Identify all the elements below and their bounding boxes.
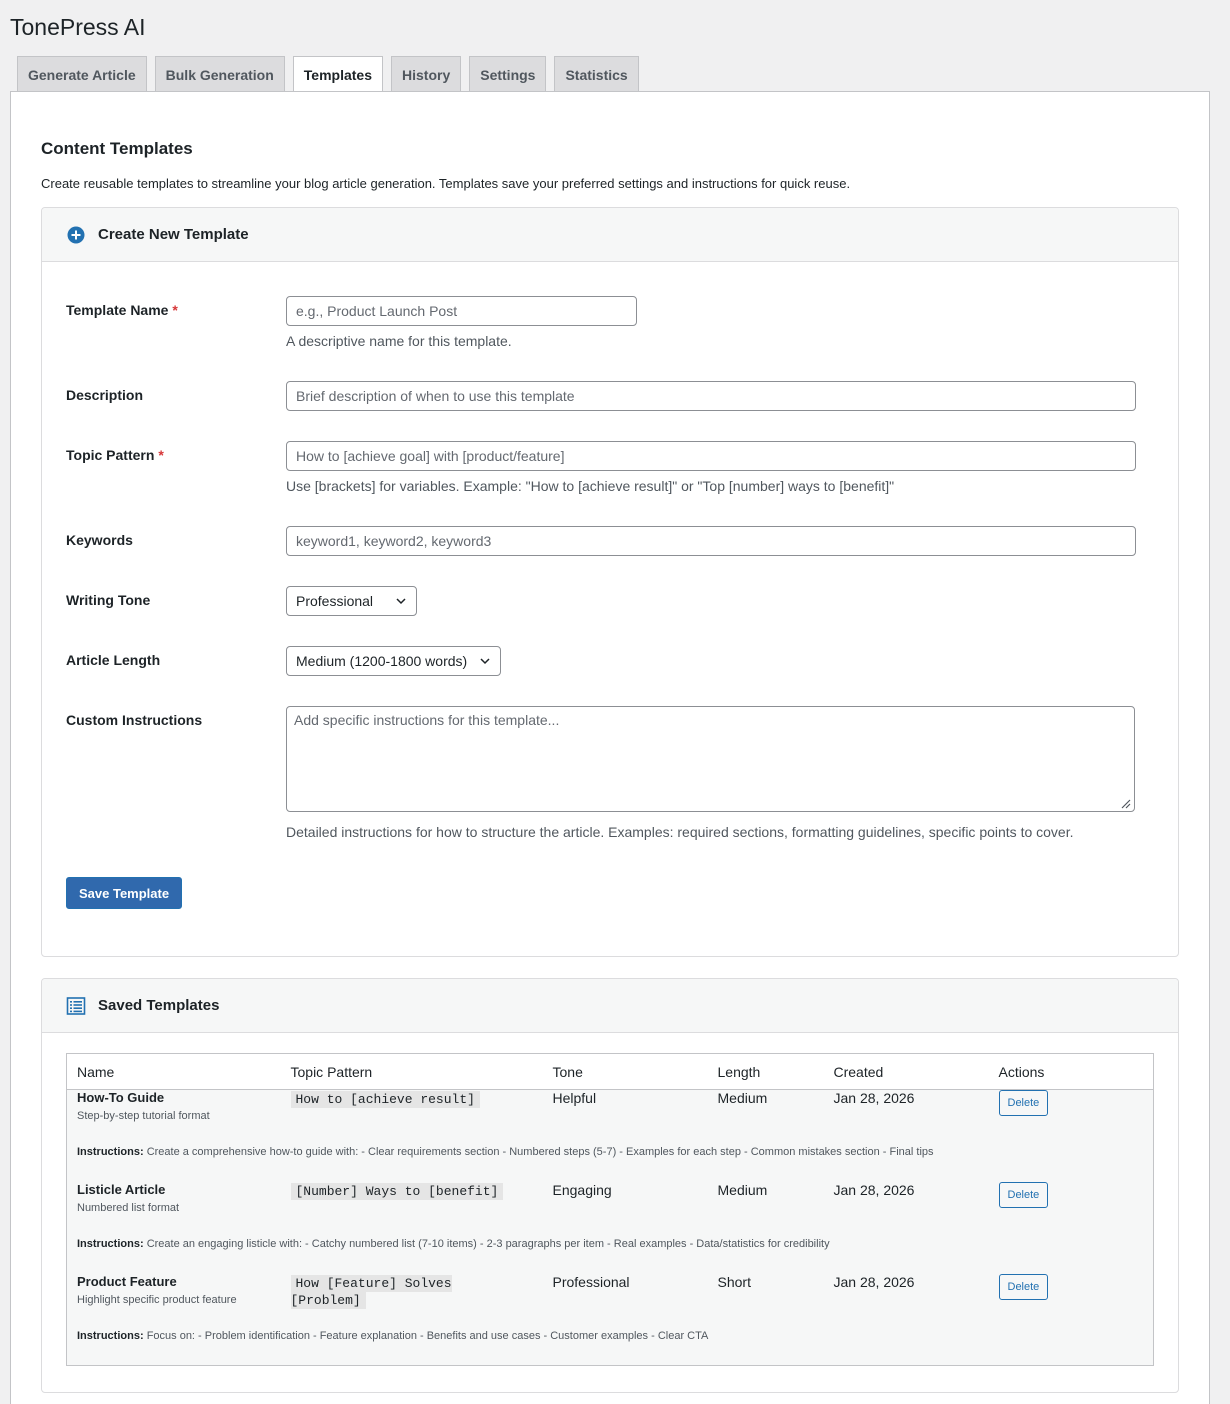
created-cell: Jan 28, 2026: [824, 1182, 989, 1238]
col-created: Created: [824, 1054, 989, 1090]
instructions-cell: [67, 1238, 1154, 1274]
saved-templates-header: [42, 979, 1178, 1033]
custom-instructions-textarea[interactable]: [286, 706, 1135, 812]
length-cell: Medium: [708, 1182, 824, 1238]
tab-history[interactable]: History: [391, 56, 461, 92]
tab-templates[interactable]: Templates: [293, 56, 383, 92]
article-length-label: Article Length: [66, 652, 161, 668]
topic-pattern-label-text: Topic Pattern: [66, 447, 155, 463]
saved-templates-card: [41, 978, 1179, 1393]
writing-tone-select[interactable]: [286, 586, 417, 616]
topic-pattern-code: [Number] Ways to [benefit]: [291, 1183, 504, 1200]
keywords-input[interactable]: keyword1, keyword2, keyword3: [286, 526, 1136, 556]
table-row: [67, 1090, 1154, 1146]
pattern-cell: [281, 1182, 543, 1238]
table-row: [67, 1274, 1154, 1330]
instructions-text: Focus on: - Problem identification - Feature explanation - Benefits and use cases - Customer examples - Clear CTA: [146, 1329, 709, 1342]
tab-bar: [17, 56, 639, 92]
app-title: TonePress AI: [10, 14, 146, 40]
delete-button[interactable]: Delete: [999, 1274, 1049, 1300]
article-length-value: Medium (1200-1800 words): [296, 653, 468, 669]
required-marker: *: [172, 302, 178, 318]
created-cell: Jan 28, 2026: [824, 1274, 989, 1330]
template-name: How-To Guide: [77, 1090, 165, 1105]
template-name: Listicle Article: [77, 1181, 166, 1197]
topic-pattern-code: How to [achieve result]: [291, 1091, 480, 1108]
chevron-down-icon: [395, 595, 407, 607]
custom-instructions-help: Detailed instructions for how to structure the article. Examples: required sections, formatting guidelines, specific points to cover.: [286, 824, 1074, 840]
tab-settings[interactable]: Settings: [469, 56, 546, 92]
page-description: Create reusable templates to streamline your blog article generation. Templates save your preferred settings and instructions for quick reuse.: [41, 176, 851, 191]
plus-circle-icon: [66, 225, 86, 245]
keywords-label: Keywords: [66, 532, 133, 548]
template-name-input[interactable]: e.g., Product Launch Post: [286, 296, 637, 326]
instructions-text: Create a comprehensive how-to guide with: - Clear requirements section - Numbered steps (5-7) - Examples for each step - Common mistakes section - Final tips: [146, 1145, 934, 1158]
save-template-button[interactable]: Save Template: [66, 877, 182, 909]
article-length-select[interactable]: [286, 646, 501, 676]
length-cell: Medium: [708, 1090, 824, 1146]
template-desc: Highlight specific product feature: [77, 1293, 237, 1306]
topic-pattern-code: How [Feature] Solves [Problem]: [290, 1275, 452, 1308]
description-label: Description: [66, 387, 144, 403]
tone-cell: Professional: [543, 1274, 708, 1330]
tone-cell: Engaging: [543, 1182, 708, 1238]
tab-statistics[interactable]: Statistics: [554, 56, 638, 92]
instructions-text: Create an engaging listicle with: - Catchy numbered list (7-10 items) - 2-3 paragraphs per item - Real examples - Data/statistics for credibility: [146, 1237, 830, 1250]
instructions-label: Instructions:: [77, 1329, 144, 1342]
list-icon: [66, 996, 86, 1016]
page-title: Content Templates: [41, 139, 193, 158]
main-panel: [10, 91, 1210, 1404]
create-template-header: [42, 208, 1178, 262]
saved-templates-heading: Saved Templates: [98, 997, 220, 1014]
name-cell: [67, 1182, 281, 1238]
chevron-down-icon: [479, 655, 491, 667]
tab-bulk-generation[interactable]: Bulk Generation: [155, 56, 285, 92]
tab-generate-article[interactable]: Generate Article: [17, 56, 147, 92]
template-name: Product Feature: [77, 1273, 177, 1289]
delete-button[interactable]: Delete: [999, 1090, 1049, 1116]
table-header-row: [67, 1054, 1154, 1090]
template-name-label-text: Template Name: [66, 302, 169, 318]
writing-tone-label: Writing Tone: [66, 592, 151, 608]
instructions-cell: [67, 1146, 1154, 1182]
create-template-card: [41, 207, 1179, 957]
name-cell: [67, 1090, 281, 1146]
resize-handle-icon[interactable]: [1119, 796, 1131, 808]
actions-cell: [989, 1274, 1154, 1330]
col-name: Name: [67, 1054, 281, 1090]
length-cell: Short: [708, 1274, 824, 1330]
template-name-label: [66, 302, 266, 318]
name-cell: [67, 1274, 281, 1330]
instructions-label: Instructions:: [77, 1145, 144, 1158]
instructions-cell: [67, 1330, 1154, 1366]
col-actions: Actions: [989, 1054, 1154, 1090]
templates-table: [66, 1053, 1154, 1366]
actions-cell: [989, 1182, 1154, 1238]
pattern-cell: [281, 1274, 543, 1330]
instructions-row: [67, 1330, 1154, 1366]
col-topic-pattern: Topic Pattern: [281, 1054, 543, 1090]
required-marker: *: [158, 447, 164, 463]
template-name-help: A descriptive name for this template.: [286, 333, 512, 349]
description-input[interactable]: Brief description of when to use this template: [286, 381, 1136, 411]
delete-button[interactable]: Delete: [999, 1182, 1049, 1208]
created-cell: Jan 28, 2026: [824, 1090, 989, 1146]
topic-pattern-input[interactable]: How to [achieve goal] with [product/feature]: [286, 441, 1136, 471]
instructions-label: Instructions:: [77, 1237, 144, 1250]
instructions-row: [67, 1146, 1154, 1182]
col-length: Length: [708, 1054, 824, 1090]
instructions-row: [67, 1238, 1154, 1274]
template-desc: Step-by-step tutorial format: [77, 1110, 210, 1122]
template-desc: Numbered list format: [77, 1201, 180, 1214]
create-template-heading: Create New Template: [98, 226, 249, 243]
custom-instructions-placeholder: Add specific instructions for this template...: [294, 712, 560, 728]
tone-cell: Helpful: [543, 1090, 708, 1146]
topic-pattern-help: Use [brackets] for variables. Example: "How to [achieve result]" or "Top [number] ways to [benefit]": [286, 478, 895, 494]
col-tone: Tone: [543, 1054, 708, 1090]
actions-cell: [989, 1090, 1154, 1146]
custom-instructions-label: Custom Instructions: [66, 712, 203, 728]
pattern-cell: [281, 1090, 543, 1146]
topic-pattern-label: [66, 447, 266, 463]
table-row: [67, 1182, 1154, 1238]
writing-tone-value: Professional: [296, 593, 374, 609]
